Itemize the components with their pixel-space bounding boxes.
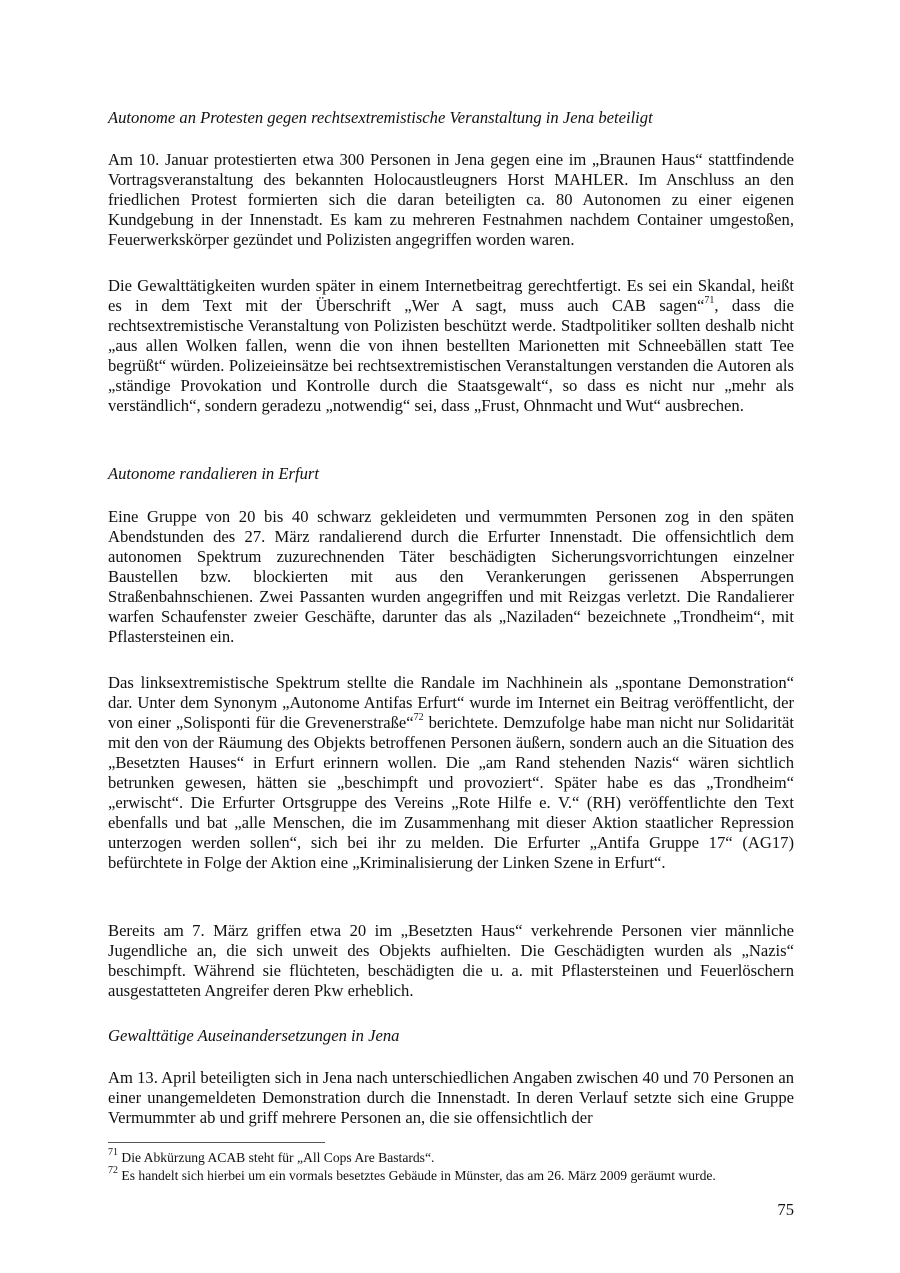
paragraph-text: Bereits am 7. März griffen etwa 20 im „Besetzten Haus“ verkehrende Personen vier männliche Jugendliche an, die sich unweit des Objekts aufhielten. Die Geschädigten wurden als „Nazis“ beschimpft. Während sie flüchteten, beschädigten die u. a. mit Pflastersteinen und Feuerlöschern ausgestatteten Angreifer deren Pkw erheblich. [108,921,794,1000]
paragraph-text: Am 13. April beteiligten sich in Jena nach unterschiedlichen Angaben zwischen 40 und 70 Personen an einer unangemeldeten Demonstration durch die Innenstadt. In deren Verlauf setzte sich eine Gruppe Vermummter ab und griff mehrere Personen an, die sie offensichtlich der [108,1068,794,1127]
paragraph-text: Die Gewalttätigkeiten wurden später in einem Internetbeitrag gerechtfertigt. Es sei ein Skandal, heißt es in dem Text mit der Überschrift „Wer A sagt, muss auch CAB sagen“ [108,276,794,315]
section-heading-jena-protest: Autonome an Protesten gegen rechtsextremistische Veranstaltung in Jena beteiligt [108,108,653,127]
paragraph-text: , dass die rechtsextremistische Veranstaltung von Polizisten beschützt werde. Stadtpolitiker sollten deshalb nicht „aus allen Wolken fallen, wenn die von ihnen bestellten Marionetten mit Schneebällen statt Tee begrüßt“ würden. Polizeieinsätze bei rechtsextremistischen Veranstaltungen verstanden die Autoren als „ständige Provokation und Kontrolle durch die Staatsgewalt“, so dass es nicht nur „mehr als verständlich“, sondern geradezu „notwendig“ sei, dass „Frust, Ohnmacht und Wut“ ausbrechen. [108,296,794,415]
footnote-text: Die Abkürzung ACAB steht für „All Cops Are Bastards“. [118,1150,435,1165]
footnote-text: Es handelt sich hierbei um ein vormals besetztes Gebäude in Münster, das am 26. März 2009 geräumt wurde. [118,1168,716,1183]
paragraph-erfurt-riot [108,507,794,647]
footnote-number: 72 [108,1165,118,1177]
paragraph-text: berichtete. Demzufolge habe man nicht nur Solidarität mit den von der Räumung des Objekts betroffenen Personen äußern, sondern auch an die Situation des „Besetzten Hauses“ in Erfurt erinnern wollen. Die „am Rand stehenden Nazis“ wären sichtlich betrunken gewesen, hätten sie „beschimpft und provoziert“. Später habe es das „Trondheim“ „erwischt“. Die Erfurter Ortsgruppe des Vereins „Rote Hilfe e. V.“ (RH) veröffentlichte den Text ebenfalls und bat „alle Menschen, die im Zusammenhang mit dieser Aktion staatlicher Repression unterzogen werden sollen“, sich bei ihr zu melden. Die Erfurter „Antifa Gruppe 17“ (AG17) befürchtete in Folge der Aktion eine „Kriminalisierung der Linken Szene in Erfurt“. [108,713,795,872]
section-heading-erfurt: Autonome randalieren in Erfurt [108,464,319,483]
footnote-72 [108,1165,716,1184]
paragraph-text: Am 10. Januar protestierten etwa 300 Personen in Jena gegen eine im „Braunen Haus“ stattfindende Vortragsveranstaltung des bekannten Holocaustleugners Horst MAHLER. Im Anschluss an den friedlichen Protest formierten sich die daran beteiligten ca. 80 Autonomen zu einer eigenen Kundgebung in der Innenstadt. Es kam zu mehreren Festnahmen nachdem Container umgestoßen, Feuerwerkskörper gezündet und Polizisten angegriffen worden waren. [108,150,794,249]
paragraph-erfurt-demonstration [108,673,794,873]
paragraph-internet-justification [108,276,794,416]
paragraph-jena-clashes [108,1068,794,1128]
paragraph-erfurt-attack [108,921,794,1001]
footnote-ref-72: 72 [413,712,424,724]
paragraph-text: Das linksextremistische Spektrum stellte die Randale im Nachhinein als „spontane Demonstration“ dar. Unter dem Synonym „Autonome Antifas Erfurt“ wurde im Internet ein Beitrag veröffentlicht, der von einer „Solisponti für die Grevenerstraße“ [108,673,794,732]
footnote-number: 71 [108,1147,118,1159]
footnote-ref-71: 71 [704,295,715,307]
page-number: 75 [777,1200,794,1219]
section-heading-jena-clashes: Gewalttätige Auseinandersetzungen in Jena [108,1026,400,1045]
footnote-71 [108,1147,435,1166]
paragraph-text: Eine Gruppe von 20 bis 40 schwarz gekleideten und vermummten Personen zog in den späten Abendstunden des 27. März randalierend durch die Erfurter Innenstadt. Die offensichtlich dem autonomen Spektrum zuzurechnenden Täter beschädigten Sicherungsvorrichtungen einzelner Baustellen bzw. blockierten mit aus den Verankerungen gerissenen Absperrungen Straßenbahnschienen. Zwei Passanten wurden angegriffen und mit Reizgas verletzt. Die Randalierer warfen Schaufenster zweier Geschäfte, darunter das als „Naziladen“ bezeichnete „Trondheim“, mit Pflastersteinen ein. [108,507,794,646]
footnote-separator [108,1142,325,1143]
paragraph-jena-protest [108,150,794,250]
